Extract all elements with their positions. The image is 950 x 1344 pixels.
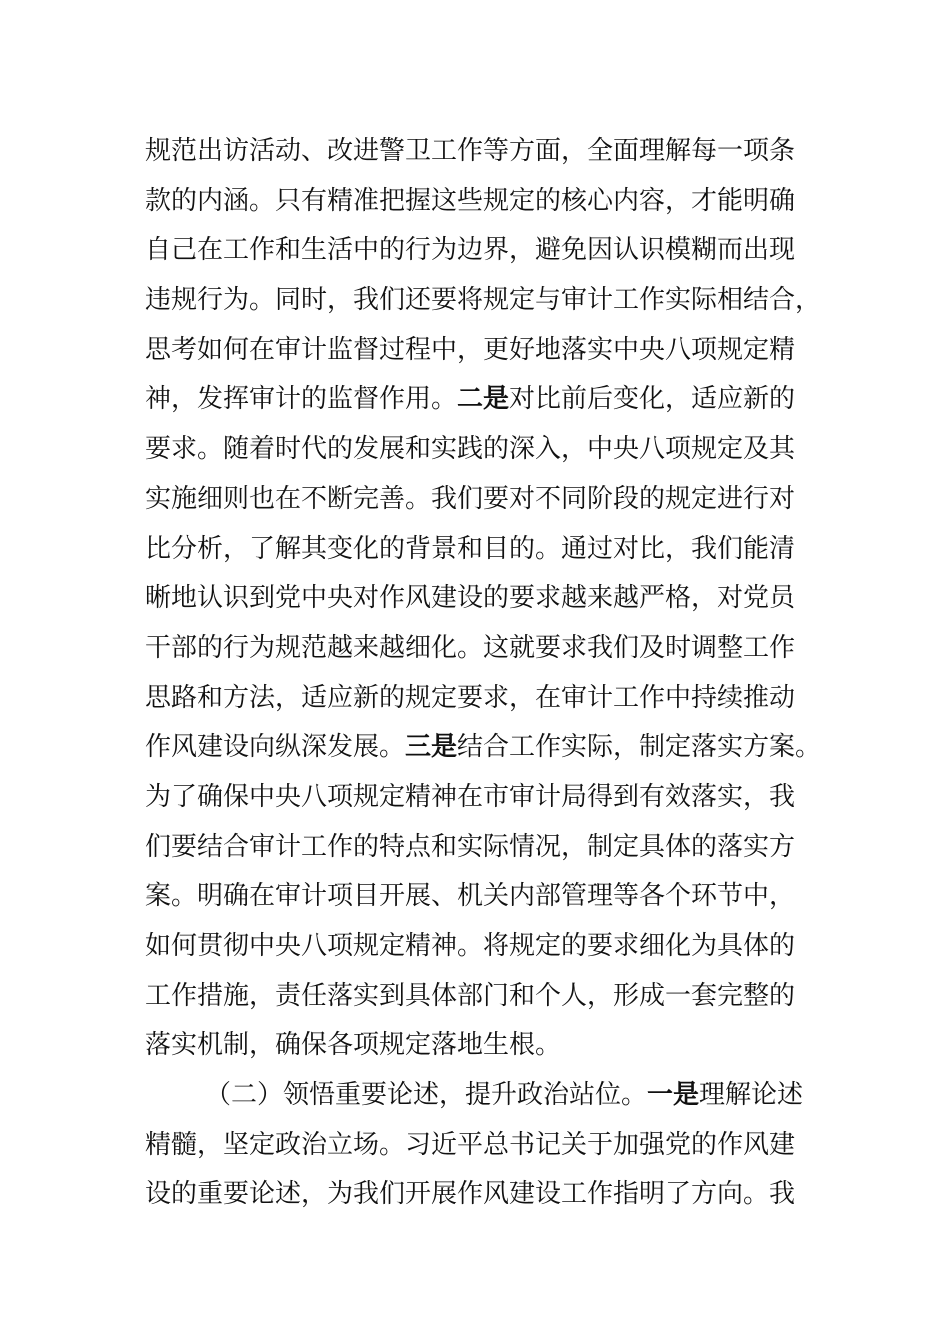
text-segment: 干部的行为规范越来越细化。这就要求我们及时调整工作 — [145, 632, 796, 663]
text-segment: 要求。随着时代的发展和实践的深入，中央八项规定及其 — [145, 434, 796, 465]
text-segment: 违规行为。同时，我们还要将规定与审计工作实际相结合， — [145, 285, 822, 316]
text-segment: 们要结合审计工作的特点和实际情况，制定具体的落实方 — [145, 831, 796, 862]
bold-ordinal: 三是 — [405, 732, 458, 763]
text-segment: 神，发挥审计的监督作用。 — [145, 384, 458, 415]
text-segment: 规范出访活动、改进警卫工作等方面，全面理解每一项条 — [145, 136, 796, 166]
text-segment: 自己在工作和生活中的行为边界，避免因认识模糊而出现 — [145, 235, 796, 266]
text-segment: 晰地认识到党中央对作风建设的要求越来越严格，对党员 — [145, 583, 796, 614]
text-line — [145, 276, 822, 326]
text-segment: 设的重要论述，为我们开展作风建设工作指明了方向。我 — [145, 1179, 796, 1210]
text-line — [145, 1121, 805, 1171]
text-line — [145, 574, 805, 624]
text-line — [145, 127, 805, 177]
text-line — [145, 972, 805, 1022]
text-line — [145, 226, 805, 276]
text-line — [145, 177, 805, 227]
text-segment: 结合工作实际，制定落实方案。 — [457, 732, 822, 763]
text-line — [145, 823, 805, 873]
text-line — [145, 674, 805, 724]
text-line — [145, 624, 805, 674]
text-line — [145, 872, 805, 922]
text-segment: 为了确保中央八项规定精神在市审计局得到有效落实，我 — [145, 781, 796, 812]
text-line — [145, 375, 805, 425]
text-segment: 工作措施，责任落实到具体部门和个人，形成一套完整的 — [145, 980, 796, 1011]
text-segment: 实施细则也在不断完善。我们要对不同阶段的规定进行对 — [145, 483, 796, 514]
text-segment: 精髓，坚定政治立场。习近平总书记关于加强党的作风建 — [145, 1129, 796, 1160]
text-line — [145, 525, 805, 575]
text-line — [145, 326, 805, 376]
body-text — [145, 127, 822, 1220]
bold-ordinal: 二是 — [457, 384, 510, 415]
text-segment: 案。明确在审计项目开展、机关内部管理等各个环节中， — [145, 881, 796, 912]
text-line — [145, 1021, 805, 1071]
text-segment: 如何贯彻中央八项规定精神。将规定的要求细化为具体的 — [145, 931, 796, 961]
text-segment: 理解论述 — [699, 1080, 804, 1111]
text-segment: 思考如何在审计监督过程中，更好地落实中央八项规定精 — [145, 334, 796, 365]
text-segment: 作风建设向纵深发展。 — [145, 732, 406, 763]
text-segment: 对比前后变化，适应新的 — [509, 384, 796, 415]
text-line — [145, 1170, 805, 1220]
text-line — [145, 723, 822, 773]
text-segment: 思路和方法，适应新的规定要求，在审计工作中持续推动 — [145, 682, 796, 713]
text-line — [145, 475, 805, 525]
text-line — [145, 773, 805, 823]
text-line — [145, 922, 805, 972]
text-segment: （二）领悟重要论述，提升政治站位。 — [205, 1080, 648, 1111]
text-line — [145, 1071, 805, 1121]
text-segment: 落实机制，确保各项规定落地生根。 — [145, 1030, 562, 1061]
text-segment: 比分析，了解其变化的背景和目的。通过对比，我们能清 — [145, 533, 796, 564]
bold-ordinal: 一是 — [647, 1080, 700, 1111]
text-segment: 款的内涵。只有精准把握这些规定的核心内容，才能明确 — [145, 185, 796, 216]
text-line — [145, 425, 805, 475]
